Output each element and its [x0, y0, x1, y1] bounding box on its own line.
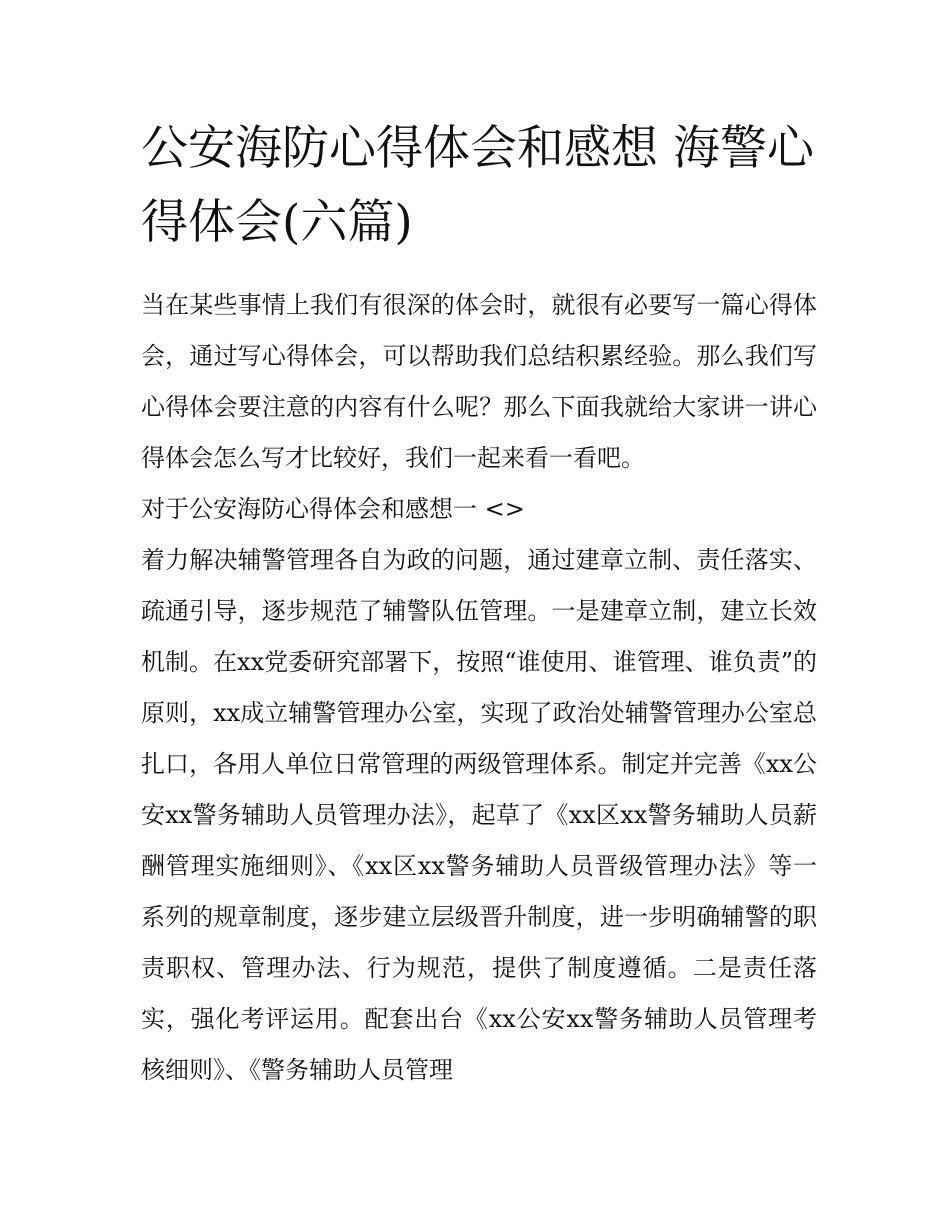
document-title: 公安海防心得体会和感想 海警心得体会(六篇)	[141, 121, 814, 250]
body-paragraph: 着力解决辅警管理各自为政的问题，通过建章立制、责任落实、疏通引导，逐步规范了辅警队伍管理。一是建章立制，建立长效机制。在xx党委研究部署下，按照“谁使用、谁管理、谁负责”的原则，xx成立辅警管理办公室，实现了政治处辅警管理办公室总扎口，各用人单位日常管理的两级管理体系。制定并完善《xx公安xx警务辅助人员管理办法》，起草了《xx区xx警务辅助人员薪酬管理实施细则》、《xx区xx警务辅助人员晋级管理办法》等一系列的规章制度，逐步建立层级晋升制度，进一步明确辅警的职责职权、管理办法、行为规范，提供了制度遵循。二是责任落实，强化考评运用。配套出台《xx公安xx警务辅助人员管理考核细则》、《警务辅助人员管理	[141, 546, 817, 1084]
intro-paragraph: 当在某些事情上我们有很深的体会时，就很有必要写一篇心得体会，通过写心得体会，可以帮助我们总结积累经验。那么我们写心得体会要注意的内容有什么呢？那么下面我就给大家讲一讲心得体会怎么写才比较好，我们一起来看一看吧。	[141, 291, 817, 472]
section-heading: 对于公安海防心得体会和感想一 <>	[141, 495, 525, 523]
document-page	[141, 112, 817, 1096]
